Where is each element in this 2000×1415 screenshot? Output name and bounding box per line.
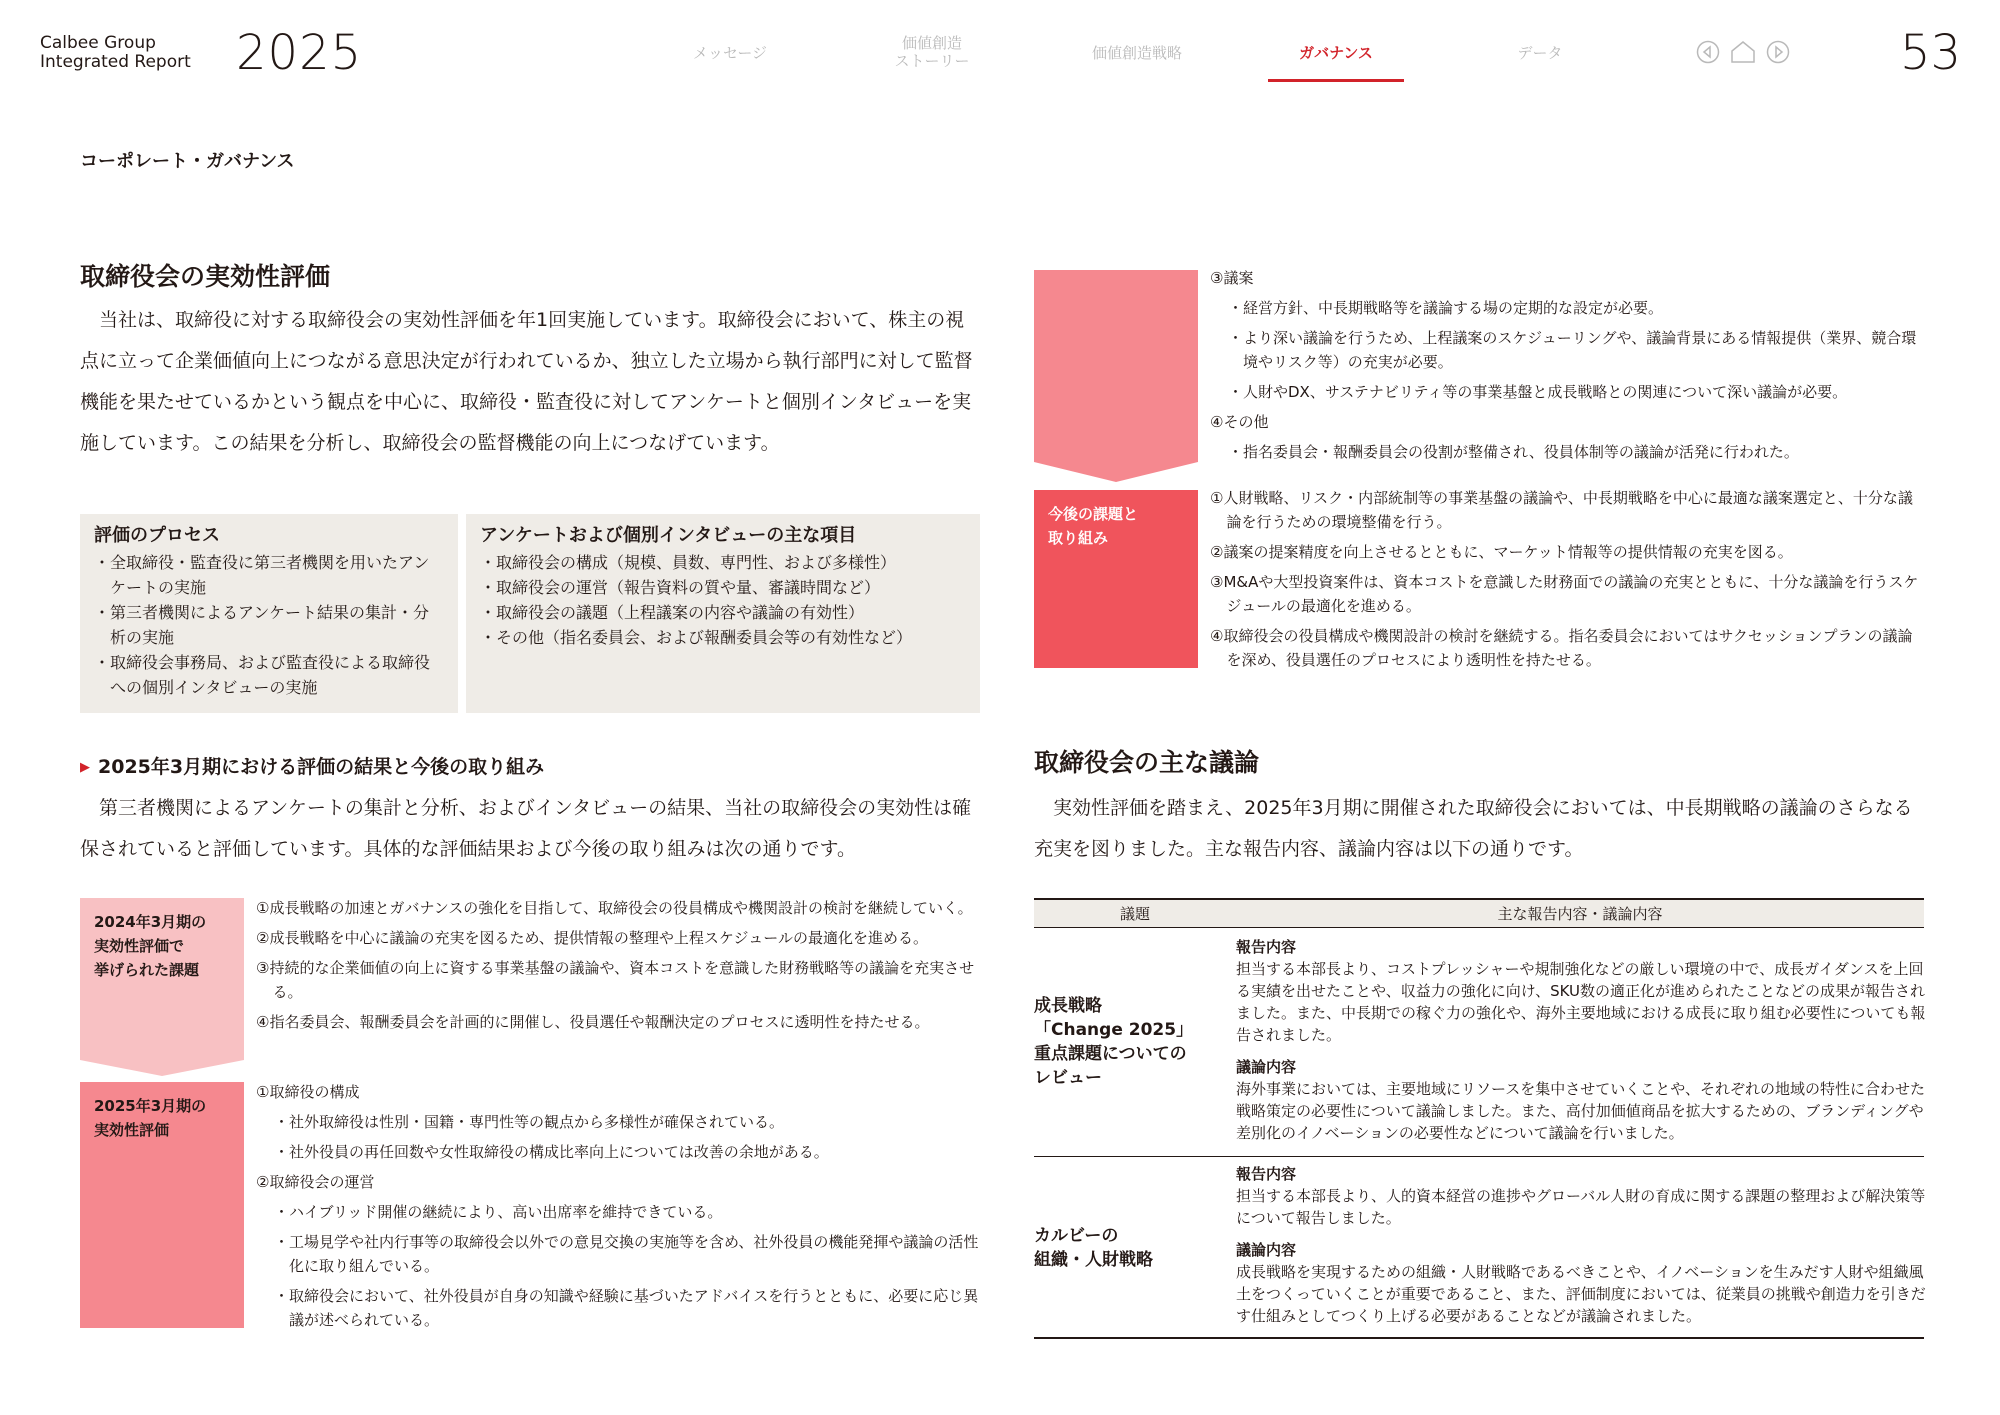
eval-2025-list	[256, 1080, 980, 1338]
list-item: ②成長戦略を中心に議論の充実を図るため、提供情報の整理や上程スケジュールの最適化を進める。	[256, 929, 928, 947]
list-item: ③M&Aや大型投資案件は、資本コストを意識した財務面での議論の充実とともに、十分な議論を行うスケジュールの最適化を進める。	[1210, 573, 1919, 615]
discussion-label: 議論内容	[1236, 1241, 1297, 1259]
report-text: 担当する本部長より、人的資本経営の進捗やグローバル人財の育成に関する課題の整理および解決策等について報告しました。	[1236, 1187, 1926, 1227]
survey-item: ・取締役会の運営（報告資料の質や量、審議時間など）	[480, 578, 881, 597]
eval-2025-label: 2025年3月期の 実効性評価	[94, 1097, 207, 1139]
survey-item: ・その他（指名委員会、および報酬委員会等の有効性など）	[480, 628, 913, 647]
effectiveness-title: 取締役会の実効性評価	[80, 262, 331, 291]
future-list	[1210, 486, 1926, 678]
process-item: ・取締役会事務局、および監査役による取締役への個別インタビューの実施	[94, 653, 431, 697]
table-row-divider	[1034, 1156, 1924, 1157]
list-item: ④指名委員会、報酬委員会を計画的に開催し、役員選任や報酬決定のプロセスに透明性を持たせる。	[256, 1013, 930, 1031]
report-label: 報告内容	[1236, 1165, 1297, 1183]
nav-governance[interactable]: ガバナンス	[1299, 44, 1373, 62]
brand-line-2: Integrated Report	[40, 52, 191, 72]
result-heading	[80, 754, 544, 781]
list-item: ・ハイブリッド開催の継続により、高い出席率を維持できている。	[274, 1203, 723, 1221]
nav-data[interactable]: データ	[1517, 44, 1563, 62]
result-text: 第三者機関によるアンケートの集計と分析、およびインタビューの結果、当社の取締役会の実効性は確保されていると評価しています。具体的な評価結果および今後の取り組みは次の通りです。	[80, 797, 972, 860]
list-item: ・指名委員会・報酬委員会の役割が整備され、役員体制等の議論が活発に行われた。	[1228, 443, 1799, 461]
eval-2025-cont-bg	[1034, 270, 1198, 482]
process-box	[80, 514, 458, 713]
page-number: 53	[1900, 25, 1962, 81]
report-year: 2025	[236, 25, 363, 81]
future-label: 今後の課題と 取り組み	[1048, 505, 1139, 547]
home-icon[interactable]	[1730, 40, 1756, 68]
next-page-icon[interactable]	[1766, 40, 1790, 68]
list-item: ①成長戦略の加速とガバナンスの強化を目指して、取締役会の役員構成や機関設計の検討を継続していく。	[256, 899, 973, 917]
main-discussion-title: 取締役会の主な議論	[1034, 748, 1260, 777]
discussion-text: 海外事業においては、主要地域にリソースを集中させていくことや、それぞれの地域の特性に合わせた戦略策定の必要性について議論しました。また、高付加価値商品を拡大するための、ブランディングや差別化のイノベーションの必要性などについて議論を行いました。	[1236, 1080, 1925, 1142]
list-item: ・より深い議論を行うため、上程議案のスケジューリングや、議論背景にある情報提供（業界、競合環境やリスク等）の充実が必要。	[1228, 329, 1917, 371]
table-col-topic: 議題	[1119, 905, 1150, 923]
survey-title: アンケートおよび個別インタビューの主な項目	[480, 525, 857, 546]
triangle-bullet-icon: ▶	[80, 760, 90, 775]
effectiveness-intro: 当社は、取締役に対する取締役会の実効性評価を年1回実施しています。取締役会において、株主の視点に立って企業価値向上につながる意思決定が行われているか、独立した立場から執行部門に対して監督機能を果たせているかという観点を中心に、取締役・監査役に対してアンケートと個別インタビューを実施しています。この結果を分析し、取締役会の監督機能の向上につなげています。	[80, 309, 973, 454]
issues-2024-list	[256, 896, 980, 1040]
list-item: ・経営方針、中長期戦略等を議論する場の定期的な設定が必要。	[1228, 299, 1664, 317]
report-text: 担当する本部長より、コストプレッシャーや規制強化などの厳しい環境の中で、成長ガイダンスを上回る実績を出せたことや、収益力の強化に向け、SKU数の適正化が進められたことなどの成果が報告されました。また、中長期での稼ぐ力の強化や、海外主要地域における成長に取り組む必要性についても報告されました。	[1236, 960, 1926, 1044]
brand-line-1: Calbee Group	[40, 33, 156, 53]
report-label: 報告内容	[1236, 938, 1297, 956]
table-col-content: 主な報告内容・議論内容	[1497, 905, 1663, 923]
survey-item: ・取締役会の議題（上程議案の内容や議論の有効性）	[480, 603, 865, 622]
discussion-text: 成長戦略を実現するための組織・人財戦略であるべきことや、イノベーションを生みだす人財や組織風土をつくっていくことが重要であること、また、評価制度においては、従業員の挑戦や創造力を引きだす仕組みとしてつくり上げる必要があることなどが議論されました。	[1236, 1263, 1926, 1325]
list-item: ②議案の提案精度を向上させるとともに、マーケット情報等の提供情報の充実を図る。	[1210, 543, 1793, 561]
nav-active-underline	[1268, 79, 1404, 82]
table-header	[1034, 898, 1924, 928]
list-item: ①取締役の構成	[256, 1083, 360, 1101]
main-discussion-intro: 実効性評価を踏まえ、2025年3月期に開催された取締役会においては、中長期戦略の議論のさらなる充実を図りました。主な報告内容、議論内容は以下の通りです。	[1034, 797, 1913, 860]
nav-value-story[interactable]: 価値創造 ストーリー	[894, 34, 970, 70]
table-row-detail	[1236, 1163, 1926, 1327]
process-item: ・全取締役・監査役に第三者機関を用いたアンケートの実施	[94, 553, 430, 597]
nav-message[interactable]: メッセージ	[692, 44, 768, 62]
discussion-label: 議論内容	[1236, 1058, 1297, 1076]
table-row-topic: 成長戦略 「Change 2025」 重点課題についての レビュー	[1034, 996, 1194, 1088]
list-item: ・取締役会において、社外役員が自身の知識や経験に基づいたアドバイスを行うとともに、必要に応じ異議が述べられている。	[274, 1287, 979, 1329]
prev-page-icon[interactable]	[1696, 40, 1720, 68]
survey-box	[466, 514, 980, 713]
page-navigation	[1696, 40, 1790, 68]
list-item: ・工場見学や社内行事等の取締役会以外での意見交換の実施等を含め、社外役員の機能発揮や議論の活性化に取り組んでいる。	[274, 1233, 979, 1275]
section-label: コーポレート・ガバナンス	[80, 151, 295, 172]
nav-value-strategy[interactable]: 価値創造戦略	[1091, 44, 1182, 62]
list-item: ・社外取締役は性別・国籍・専門性等の観点から多様性が確保されている。	[274, 1113, 785, 1131]
list-item: ②取締役会の運営	[256, 1173, 375, 1191]
issues-2024-label: 2024年3月期の 実効性評価で 挙げられた課題	[94, 913, 207, 979]
eval-2025-cont-list	[1210, 266, 1926, 470]
table-bottom-border	[1034, 1337, 1924, 1339]
list-item: ①人財戦略、リスク・内部統制等の事業基盤の議論や、中長期戦略を中心に最適な議案選定と、十分な議論を行うための環境整備を行う。	[1210, 489, 1913, 531]
table-row-detail	[1236, 936, 1926, 1144]
brand-name	[40, 34, 191, 72]
survey-item: ・取締役会の構成（規模、員数、専門性、および多様性）	[480, 553, 897, 572]
list-item: ③持続的な企業価値の向上に資する事業基盤の議論や、資本コストを意識した財務戦略等の議論を充実させる。	[256, 959, 975, 1001]
process-item: ・第三者機関によるアンケート結果の集計・分析の実施	[94, 603, 430, 647]
table-row-topic: カルビーの 組織・人財戦略	[1034, 1226, 1153, 1270]
list-item: ・社外役員の再任回数や女性取締役の構成比率向上については改善の余地がある。	[274, 1143, 829, 1161]
list-item: ④取締役会の役員構成や機関設計の検討を継続する。指名委員会においてはサクセッションプランの議論を深め、役員選任のプロセスにより透明性を持たせる。	[1210, 627, 1913, 669]
process-title: 評価のプロセス	[94, 525, 220, 546]
list-item: ④その他	[1210, 413, 1269, 431]
result-heading-text: 2025年3月期における評価の結果と今後の取り組み	[98, 756, 545, 778]
list-item: ・人財やDX、サステナビリティ等の事業基盤と成長戦略との関連について深い議論が必要。	[1228, 383, 1848, 401]
list-item: ③議案	[1210, 269, 1254, 287]
